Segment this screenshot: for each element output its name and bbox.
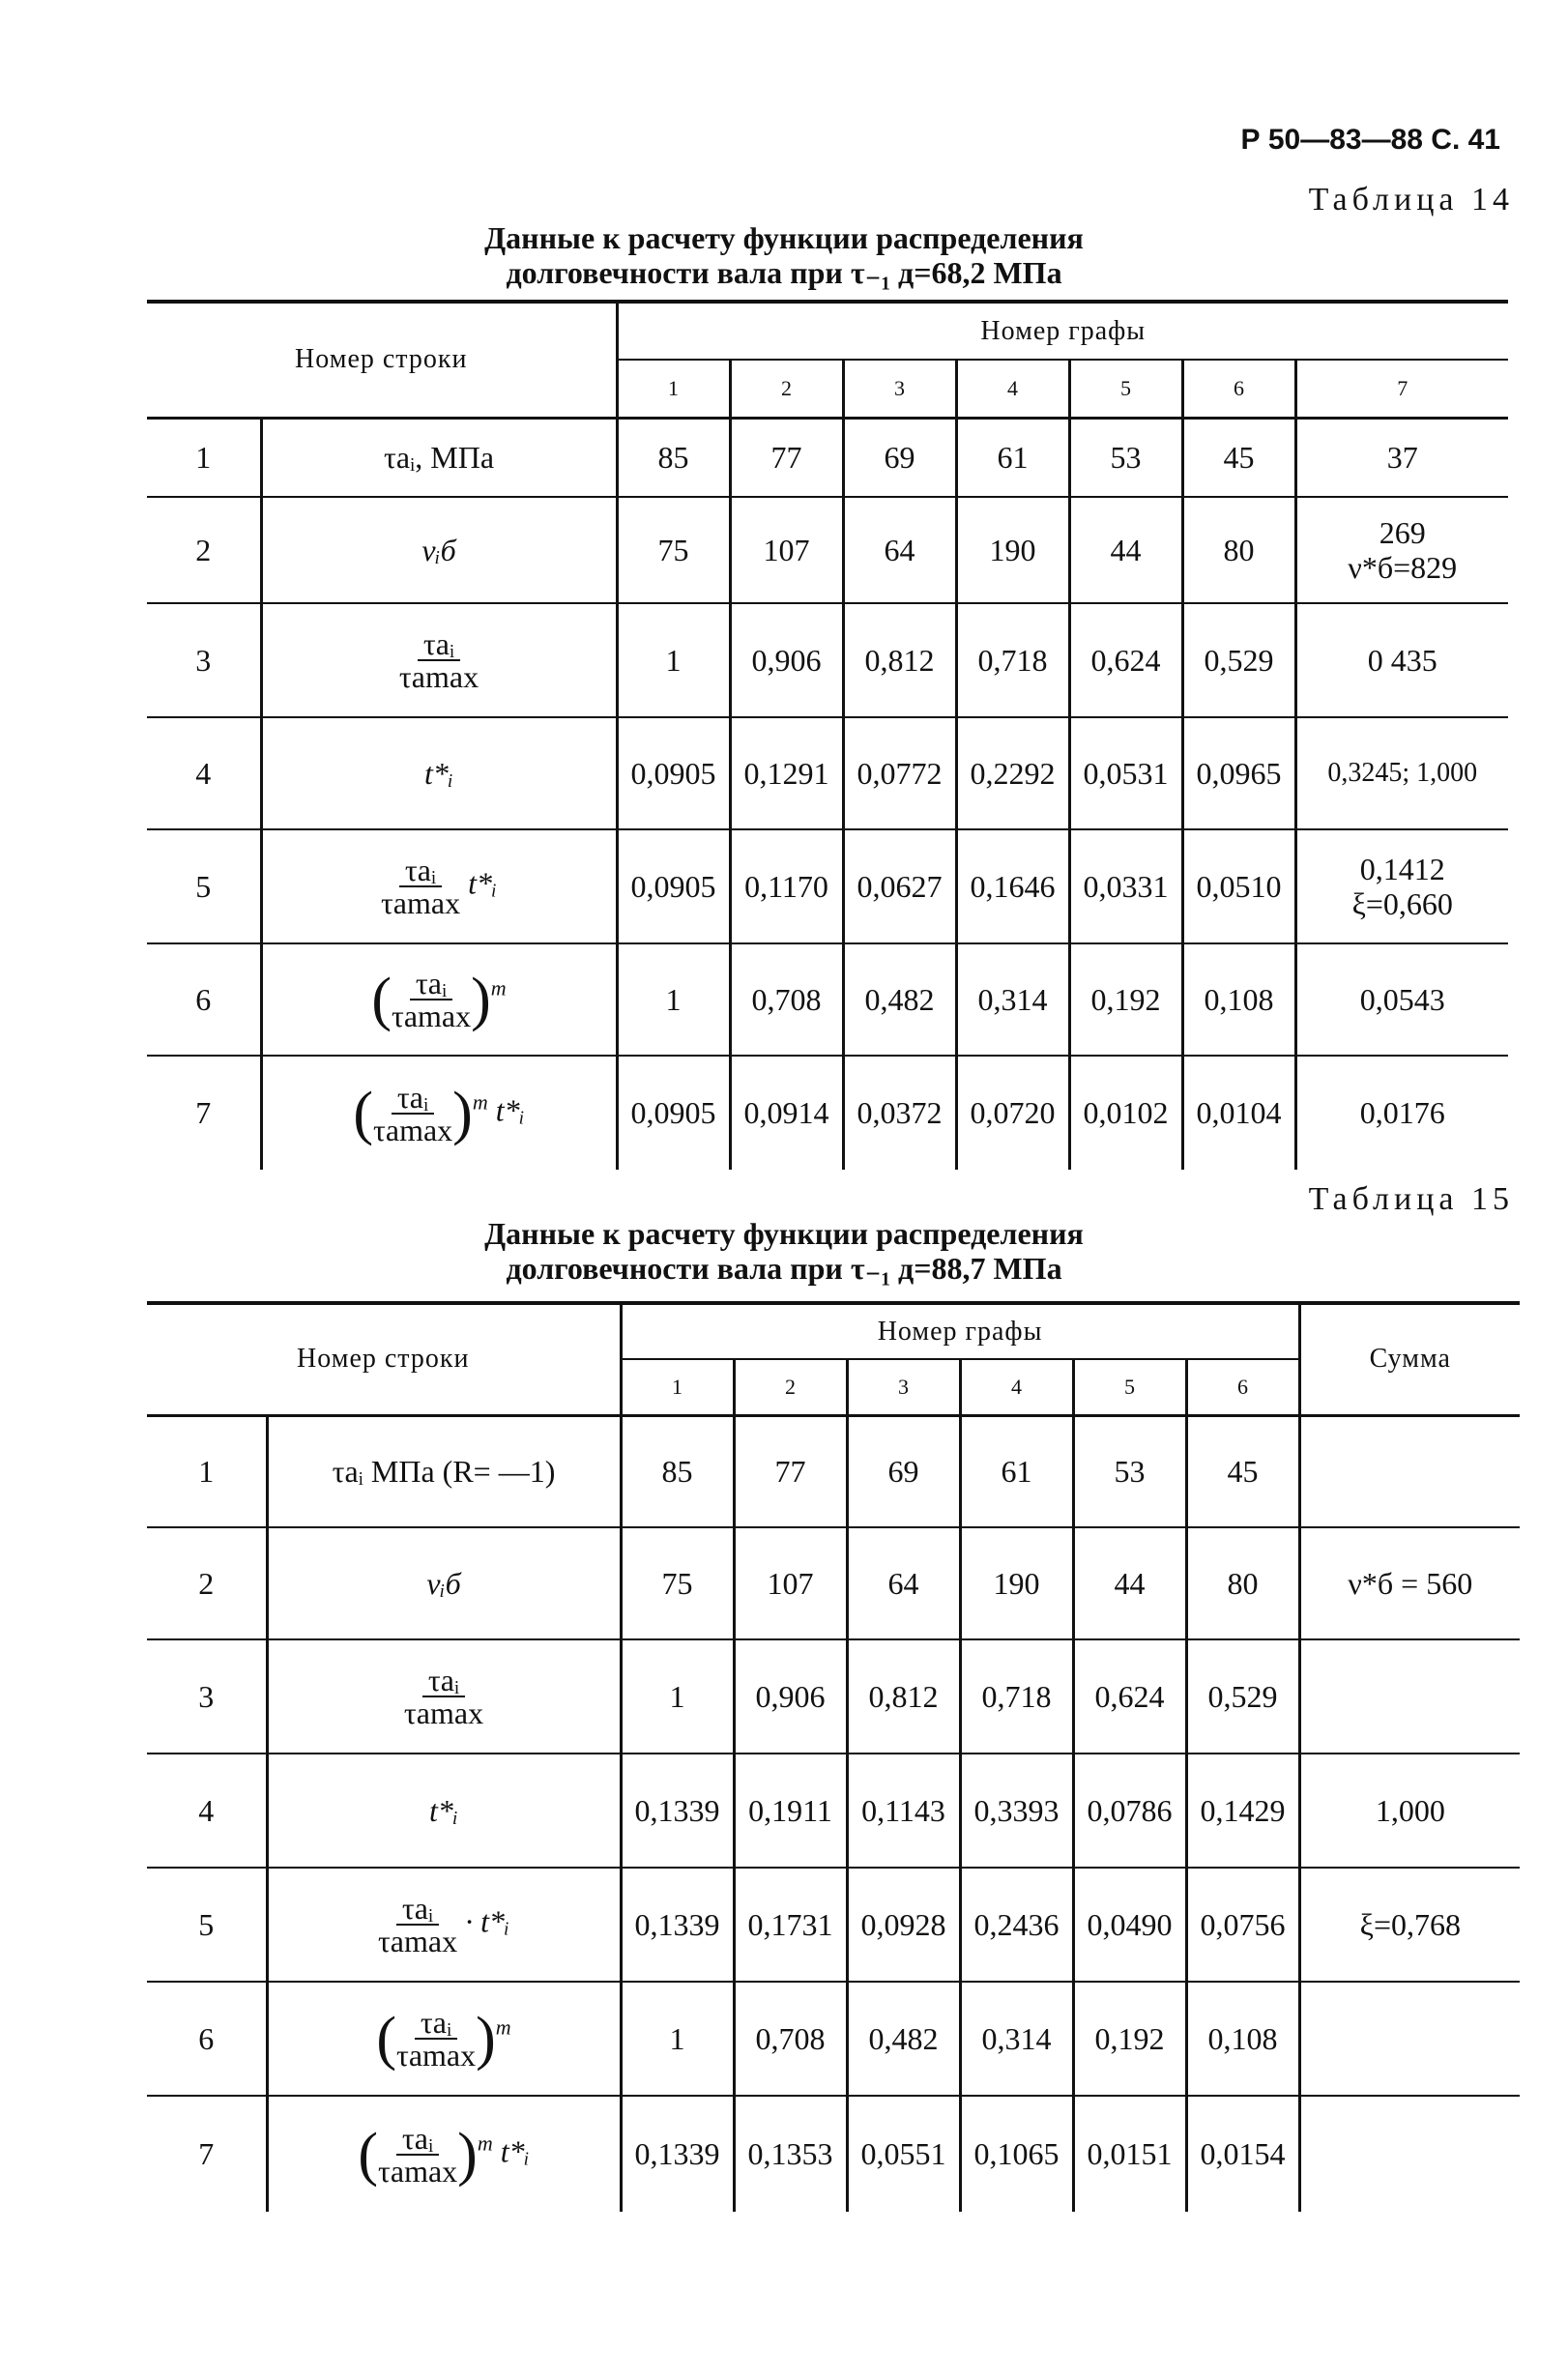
cell: 0,0151 [1073, 2096, 1186, 2212]
table-15-caption-line-2: долговечности вала при τ₋₁ д=88,7 МПа [506, 1251, 1062, 1286]
exponent: m [477, 2131, 493, 2156]
row-label: νᵢб [267, 1527, 621, 1639]
header-sum-label: Сумма [1299, 1303, 1520, 1415]
cell: 0,0531 [1069, 717, 1182, 829]
cell: 0,1065 [960, 2096, 1073, 2212]
row-number: 5 [147, 1868, 267, 1982]
row-number: 3 [147, 603, 261, 717]
col-number: 2 [730, 360, 843, 418]
cell: 75 [617, 497, 730, 603]
cell: 61 [956, 418, 1069, 497]
fraction-numerator: τaᵢ [396, 1893, 439, 1926]
cell: 64 [847, 1527, 960, 1639]
cell: 0,482 [847, 1982, 960, 2096]
fraction-numerator: τaᵢ [399, 855, 442, 887]
cell: 0,1429 [1186, 1754, 1299, 1868]
cell [1299, 1982, 1520, 2096]
cell: 0,192 [1073, 1982, 1186, 2096]
row-number: 7 [147, 1056, 261, 1170]
cell: 0,0905 [617, 1056, 730, 1170]
cell: 0,624 [1073, 1639, 1186, 1754]
fraction-denominator: τamax [377, 1924, 458, 1958]
row-number: 6 [147, 1982, 267, 2096]
ratio-fraction [396, 2007, 476, 2071]
cell: 0,108 [1182, 943, 1295, 1056]
cell: 0,0154 [1186, 2096, 1299, 2212]
fraction-numerator: τaᵢ [392, 1082, 434, 1115]
table-row [147, 497, 1508, 603]
fraction-denominator: τamax [378, 2153, 458, 2189]
cell: 53 [1069, 418, 1182, 497]
table-row [147, 717, 1508, 829]
table-15-header-row [147, 1303, 1520, 1359]
cell: 75 [621, 1527, 734, 1639]
row-label: ( $\frac{\text{τaᵢ}}{\tau amax}$ )$^m$ [267, 1982, 621, 2096]
cell-sum-value: ξ=0,660 [1351, 886, 1453, 921]
fraction-denominator: τamax [403, 1696, 484, 1730]
cell: 0,482 [843, 943, 956, 1056]
cell: 0,1339 [621, 1868, 734, 1982]
cell: 0,0551 [847, 2096, 960, 2212]
cell: 0,718 [960, 1639, 1073, 1754]
table-14-caption [0, 220, 1568, 290]
fraction-numerator: τaᵢ [422, 1665, 465, 1697]
row-number: 3 [147, 1639, 267, 1754]
cell: 64 [843, 497, 956, 603]
table-14-caption-line-1: Данные к расчету функции распределения [484, 220, 1084, 255]
cell: 0,1291 [730, 717, 843, 829]
cell: 0,0965 [1182, 717, 1295, 829]
header-row-label: Номер строки [147, 1303, 621, 1415]
row-label [261, 603, 617, 717]
cell: 69 [843, 418, 956, 497]
table-row [147, 603, 1508, 717]
cell: 0,1646 [956, 829, 1069, 943]
cell: 0,3245; 1,000 [1295, 717, 1508, 829]
cell: 0,0772 [843, 717, 956, 829]
table-14-header-row [147, 302, 1508, 360]
table-14-caption-line-2: долговечности вала при τ₋₁ д=68,2 МПа [506, 255, 1062, 290]
cell-sum-value: ν*б=829 [1348, 550, 1458, 585]
cell: ν*б = 560 [1299, 1527, 1520, 1639]
cell: 0,0914 [730, 1056, 843, 1170]
col-number: 1 [617, 360, 730, 418]
row-number: 6 [147, 943, 261, 1056]
col-number: 5 [1069, 360, 1182, 418]
cell: 1,000 [1299, 1754, 1520, 1868]
label-suffix: · t*ᵢ [465, 1903, 510, 1939]
table-row [147, 1754, 1520, 1868]
cell: 0,906 [734, 1639, 847, 1754]
cell-value: 269 [1379, 515, 1426, 550]
cell: 1 [617, 603, 730, 717]
cell: 190 [956, 497, 1069, 603]
row-label: t*ᵢ [267, 1754, 621, 1868]
cell: 0,1170 [730, 829, 843, 943]
cell: 107 [730, 497, 843, 603]
cell: 1 [621, 1982, 734, 2096]
row-label: ( $\frac{\text{τaᵢ}}{\tau amax}$ )$^m$ t*ᵢ [261, 1056, 617, 1170]
row-label [267, 1639, 621, 1754]
row-label: νᵢб [261, 497, 617, 603]
row-label: τaᵢ МПа (R= —1) [267, 1415, 621, 1527]
cell: 0,314 [956, 943, 1069, 1056]
cell: 0,1353 [734, 2096, 847, 2212]
fraction-denominator: τamax [373, 1112, 453, 1147]
cell [1295, 829, 1508, 943]
table-15-label: Таблица 15 [1308, 1181, 1514, 1217]
col-number: 6 [1186, 1359, 1299, 1415]
fraction-denominator: τamax [398, 659, 479, 694]
cell: 0,529 [1186, 1639, 1299, 1754]
cell: 0,0372 [843, 1056, 956, 1170]
cell: 0,192 [1069, 943, 1182, 1056]
fraction-numerator: τaᵢ [415, 2007, 457, 2040]
table-row [147, 1056, 1508, 1170]
table-row [147, 829, 1508, 943]
cell: 0,0102 [1069, 1056, 1182, 1170]
cell: 0,624 [1069, 603, 1182, 717]
cell: 0,812 [843, 603, 956, 717]
ratio-fraction [378, 1893, 457, 1957]
row-label: τaᵢ, МПа [261, 418, 617, 497]
row-number: 4 [147, 1754, 267, 1868]
col-number: 4 [956, 360, 1069, 418]
table-row [147, 1868, 1520, 1982]
cell: 0,1911 [734, 1754, 847, 1868]
table-row [147, 418, 1508, 497]
fraction-denominator: τamax [380, 885, 461, 920]
row-number: 7 [147, 2096, 267, 2212]
ratio-fraction [381, 855, 460, 918]
row-label: t*ᵢ [261, 717, 617, 829]
row-label: ( $\frac{\text{τaᵢ}}{\tau amax}$ )$^m$ [261, 943, 617, 1056]
cell: 0,0786 [1073, 1754, 1186, 1868]
row-number: 5 [147, 829, 261, 943]
table-15 [147, 1301, 1520, 2212]
cell: 0,0720 [956, 1056, 1069, 1170]
col-number: 4 [960, 1359, 1073, 1415]
cell: 0,0627 [843, 829, 956, 943]
table-row [147, 2096, 1520, 2212]
cell: 0,718 [956, 603, 1069, 717]
cell: 0,0490 [1073, 1868, 1186, 1982]
table-row [147, 943, 1508, 1056]
cell: 0,1731 [734, 1868, 847, 1982]
col-number: 5 [1073, 1359, 1186, 1415]
table-15-caption-line-1: Данные к расчету функции распределения [484, 1216, 1084, 1251]
cell: 0,708 [730, 943, 843, 1056]
cell: 45 [1182, 418, 1295, 497]
ratio-fraction [399, 628, 479, 692]
cell: 1 [617, 943, 730, 1056]
cell: 0,529 [1182, 603, 1295, 717]
cell: 45 [1186, 1415, 1299, 1527]
cell: 0,0928 [847, 1868, 960, 1982]
table-row [147, 1982, 1520, 2096]
ratio-fraction [378, 2120, 458, 2189]
cell: 0,0510 [1182, 829, 1295, 943]
exponent: m [490, 975, 507, 1000]
row-label [261, 829, 617, 943]
cell: ξ=0,768 [1299, 1868, 1520, 1982]
cell: 0,3393 [960, 1754, 1073, 1868]
label-suffix: t*ᵢ [495, 1091, 525, 1127]
row-number: 2 [147, 1527, 267, 1639]
cell: 44 [1073, 1527, 1186, 1639]
col-number: 3 [843, 360, 956, 418]
table-row [147, 1415, 1520, 1527]
cell: 0,1339 [621, 1754, 734, 1868]
cell: 61 [960, 1415, 1073, 1527]
row-number: 1 [198, 1453, 215, 1489]
cell: 77 [730, 418, 843, 497]
col-number: 1 [621, 1359, 734, 1415]
cell: 37 [1295, 418, 1508, 497]
row-number: 1 [195, 439, 212, 475]
cell: 0,708 [734, 1982, 847, 2096]
cell [1299, 1639, 1520, 1754]
label-suffix: t*ᵢ [500, 2132, 530, 2168]
row-number: 2 [147, 497, 261, 603]
exponent: m [495, 2015, 511, 2040]
cell: 77 [734, 1415, 847, 1527]
header-col-label: Номер графы [621, 1303, 1299, 1359]
fraction-numerator: τaᵢ [418, 628, 460, 661]
cell: 0,0104 [1182, 1056, 1295, 1170]
cell: 85 [621, 1415, 734, 1527]
ratio-fraction [404, 1665, 483, 1728]
cell: 44 [1069, 497, 1182, 603]
ratio-fraction [392, 968, 471, 1031]
col-number: 3 [847, 1359, 960, 1415]
cell-value: 0,1412 [1359, 852, 1445, 886]
page-header: Р 50—83—88 С. 41 [1240, 124, 1500, 156]
cell: 0,812 [847, 1639, 960, 1754]
cell: 0,1339 [621, 2096, 734, 2212]
cell: 0,906 [730, 603, 843, 717]
fraction-denominator: τamax [395, 2038, 477, 2073]
col-number: 6 [1182, 360, 1295, 418]
ratio-fraction [373, 1079, 453, 1147]
cell: 85 [617, 418, 730, 497]
row-label: ( $\frac{\text{τaᵢ}}{\tau amax}$ )$^m$ t*ᵢ [267, 2096, 621, 2212]
cell: 0,2436 [960, 1868, 1073, 1982]
header-col-label: Номер графы [617, 302, 1508, 360]
cell: 0,0905 [617, 717, 730, 829]
cell: 0,0756 [1186, 1868, 1299, 1982]
row-label [267, 1868, 621, 1982]
cell: 190 [960, 1527, 1073, 1639]
cell: 69 [847, 1415, 960, 1527]
cell: 0,314 [960, 1982, 1073, 2096]
cell: 0,0331 [1069, 829, 1182, 943]
cell [1295, 497, 1508, 603]
cell: 0,2292 [956, 717, 1069, 829]
label-suffix: t*ᵢ [468, 865, 498, 901]
cell: 80 [1182, 497, 1295, 603]
cell: 0 435 [1295, 603, 1508, 717]
cell [1299, 1415, 1520, 1527]
col-number: 2 [734, 1359, 847, 1415]
exponent: m [472, 1089, 488, 1115]
cell: 0,108 [1186, 1982, 1299, 2096]
row-number: 4 [147, 717, 261, 829]
fraction-denominator: τamax [391, 999, 472, 1033]
cell: 1 [621, 1639, 734, 1754]
cell: 80 [1186, 1527, 1299, 1639]
table-row [147, 1527, 1520, 1639]
cell [1299, 2096, 1520, 2212]
cell: 107 [734, 1527, 847, 1639]
cell: 0,1143 [847, 1754, 960, 1868]
fraction-numerator: τaᵢ [410, 968, 452, 1000]
cell: 0,0905 [617, 829, 730, 943]
table-14 [147, 300, 1508, 1170]
header-row-label: Номер строки [147, 302, 617, 418]
cell: 0,0176 [1295, 1056, 1508, 1170]
cell: 0,0543 [1295, 943, 1508, 1056]
fraction-numerator: τaᵢ [396, 2123, 439, 2156]
col-number: 7 [1295, 360, 1508, 418]
cell: 53 [1073, 1415, 1186, 1527]
table-15-caption [0, 1216, 1568, 1286]
table-14-label: Таблица 14 [1308, 182, 1514, 217]
table-row [147, 1639, 1520, 1754]
